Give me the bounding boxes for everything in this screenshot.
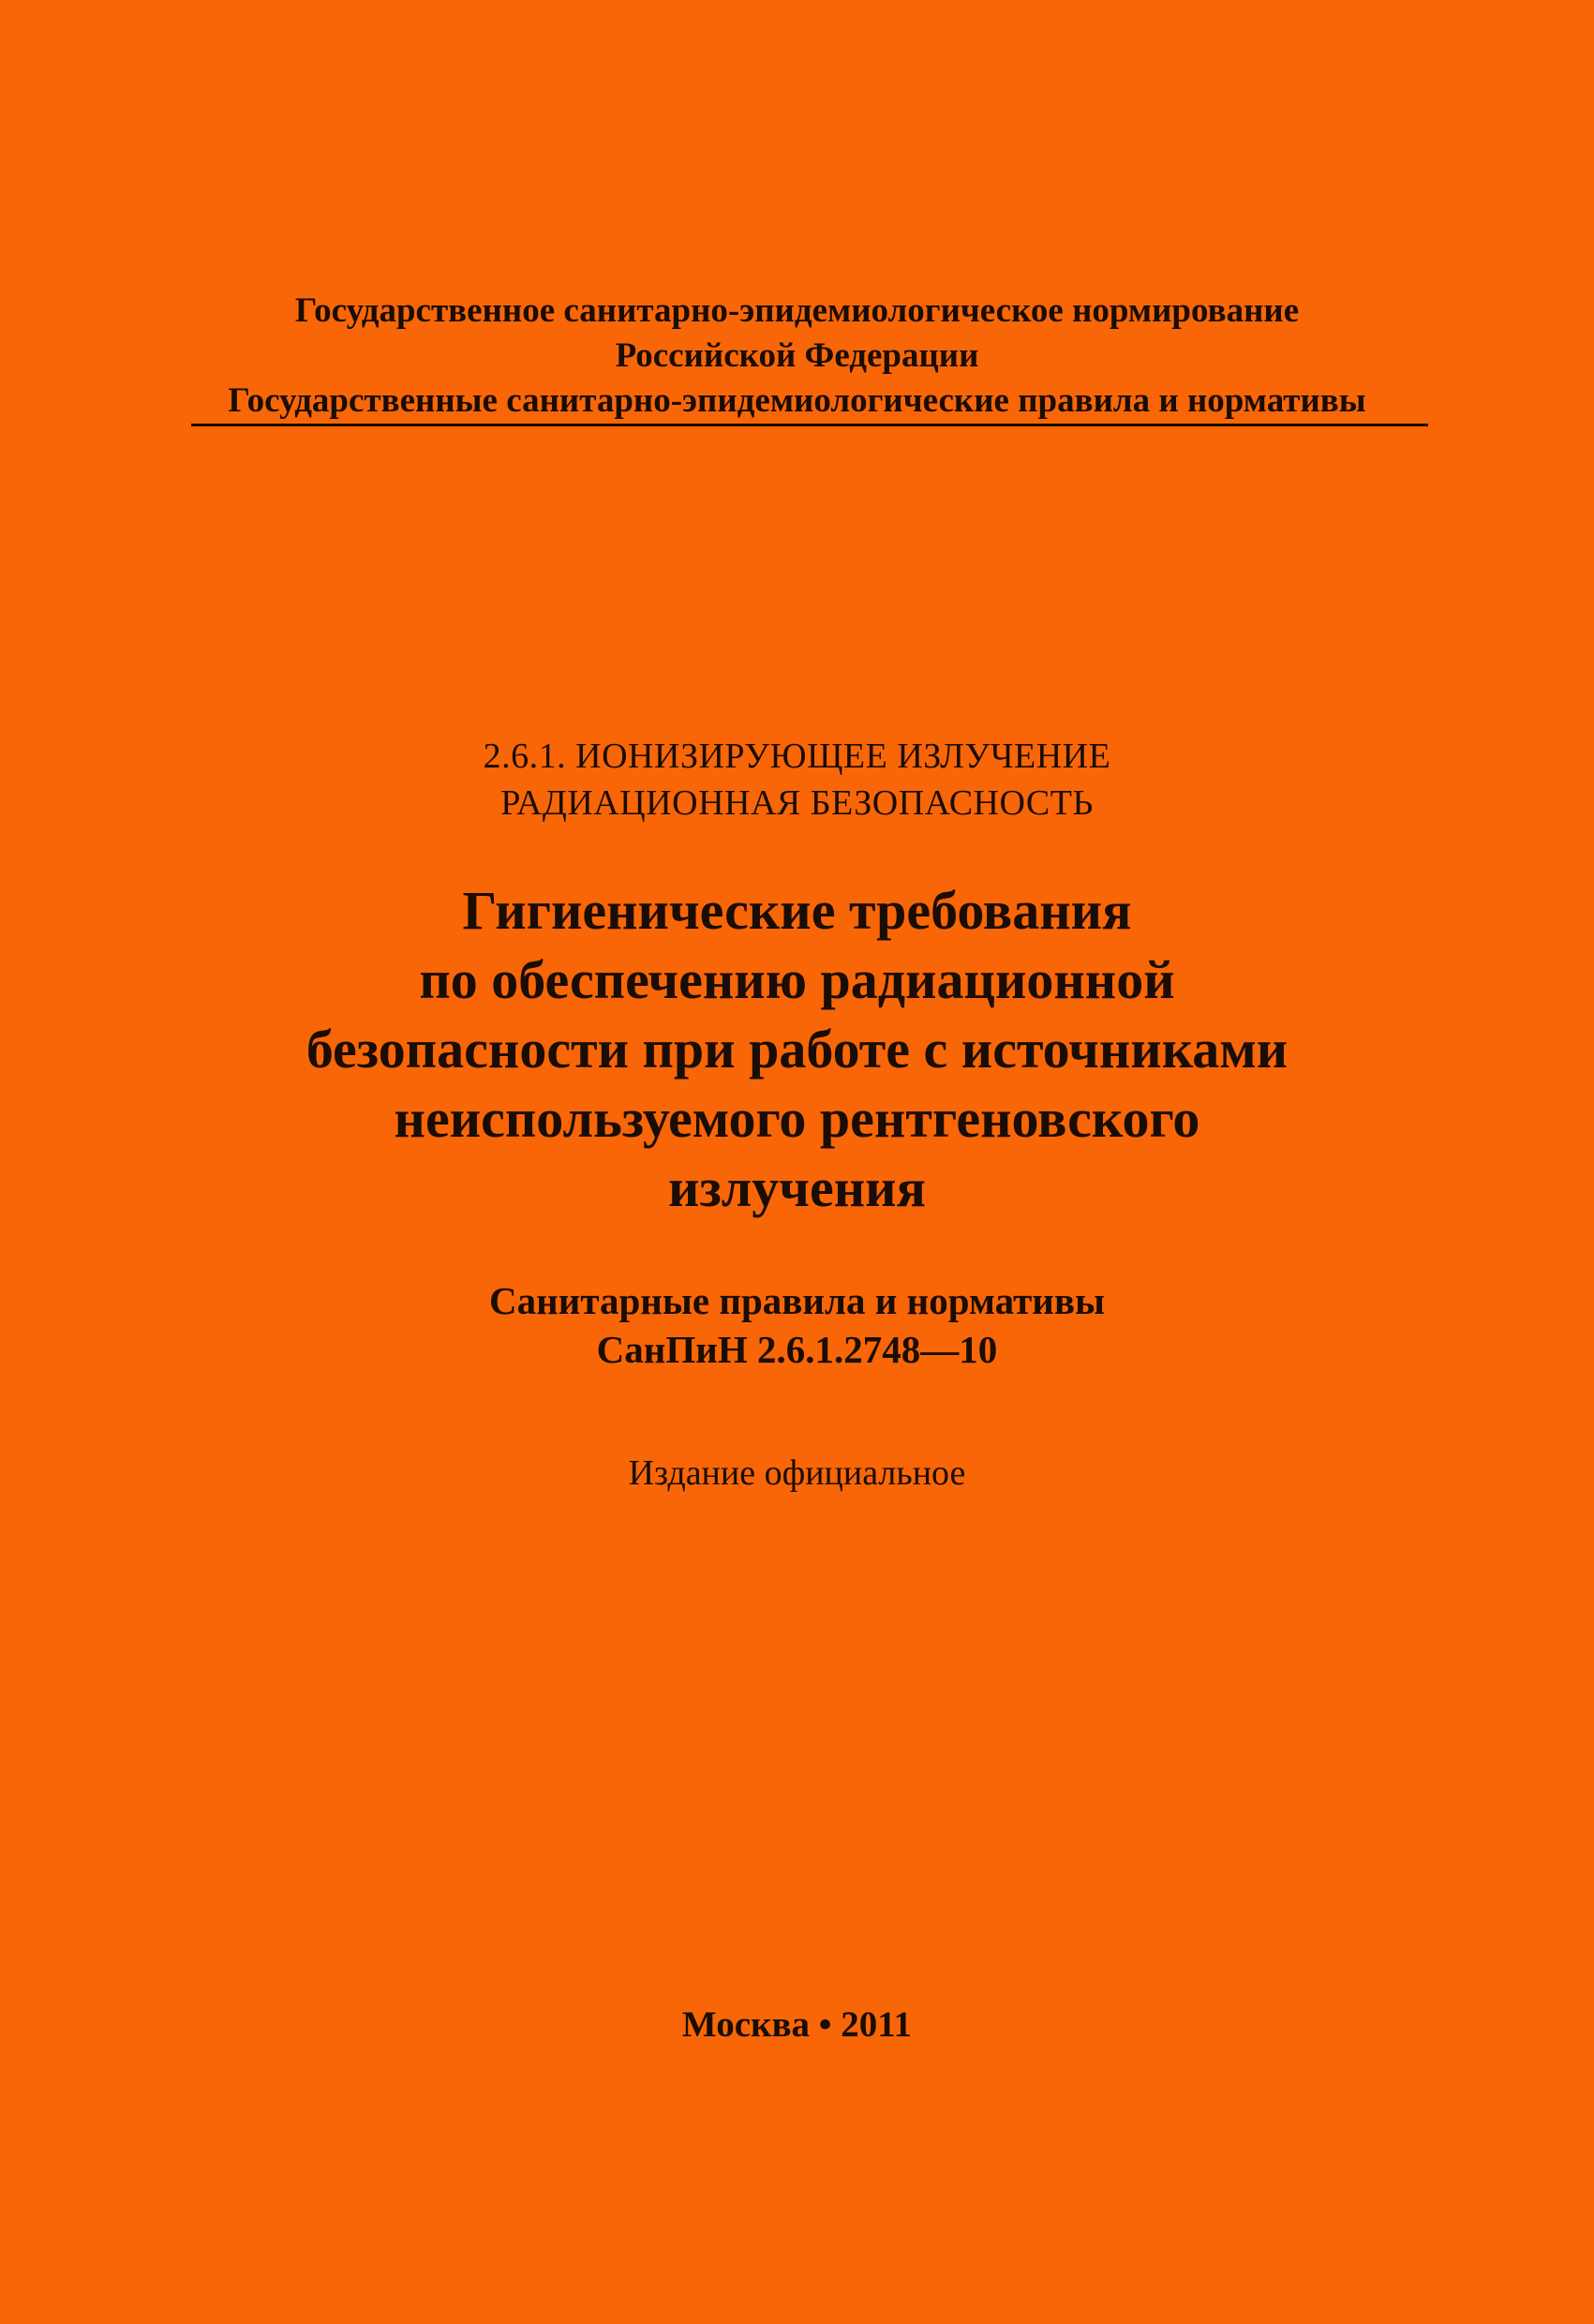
edition-note: Издание официальное [628, 1453, 966, 1493]
title-line-1: Гигиенические требования [462, 880, 1132, 941]
section-line-2: РАДИАЦИОННАЯ БЕЗОПАСНОСТЬ [500, 783, 1094, 823]
publication-place-year: Москва • 2011 [681, 2004, 913, 2045]
header-divider [191, 424, 1428, 426]
document-subtitle [0, 1276, 1594, 1374]
section-line-1: 2.6.1. ИОНИЗИРУЮЩЕЕ ИЗЛУЧЕНИЕ [483, 737, 1111, 776]
header-line-3: Государственные санитарно-эпидемиологические правила и нормативы [228, 381, 1366, 420]
subtitle-line-2: СанПиН 2.6.1.2748—10 [596, 1328, 998, 1371]
title-line-5: излучения [668, 1157, 926, 1218]
document-title [0, 876, 1594, 1223]
title-line-4: неиспользуемого рентгеновского [394, 1088, 1200, 1149]
issuer-header [0, 289, 1594, 424]
section-heading [0, 733, 1594, 827]
title-line-3: безопасности при работе с источниками [305, 1019, 1289, 1080]
header-line-2: Российской Федерации [615, 336, 979, 375]
header-line-1: Государственное санитарно-эпидемиологическое нормирование [294, 291, 1300, 330]
title-line-2: по обеспечению радиационной [419, 949, 1175, 1010]
subtitle-line-1: Санитарные правила и нормативы [488, 1279, 1105, 1322]
